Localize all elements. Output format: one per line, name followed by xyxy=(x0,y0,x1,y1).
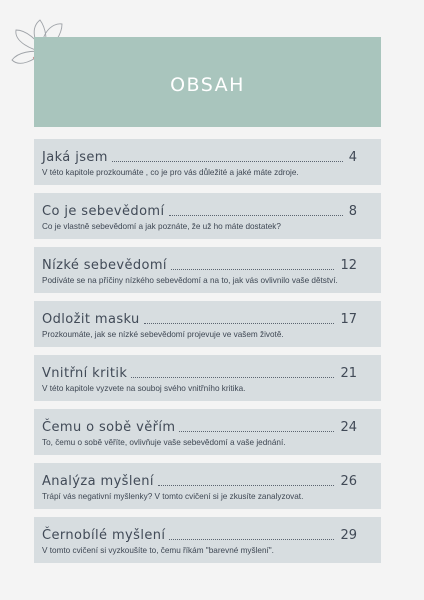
toc-entry[interactable] xyxy=(34,517,381,563)
toc-entry-page: 24 xyxy=(340,420,357,435)
toc-entry[interactable] xyxy=(34,355,381,401)
dot-leader xyxy=(158,483,335,486)
toc-entry[interactable] xyxy=(34,463,381,509)
toc-entry-title: Odložit masku xyxy=(42,312,140,327)
toc-entry-title: Vnitřní kritik xyxy=(42,366,128,381)
toc-entry-title: Čemu o sobě věřím xyxy=(42,420,176,435)
toc-entry-description: V tomto cvičení si vyzkoušíte to, čemu říkám "barevné myšlení". xyxy=(42,546,274,555)
page-title: OBSAH xyxy=(170,74,245,96)
toc-entry-description: V této kapitole prozkoumáte , co je pro vás důležité a jaké máte zdroje. xyxy=(42,168,299,177)
toc-entry[interactable] xyxy=(34,193,381,239)
toc-entry-title: Analýza myšlení xyxy=(42,474,154,489)
toc-entry-description: To, čemu o sobě věříte, ovlivňuje vaše sebevědomí a vaše jednání. xyxy=(42,438,286,447)
toc-entry-page: 26 xyxy=(340,474,357,489)
toc-entry[interactable] xyxy=(34,139,381,185)
toc-entry-description: Trápí vás negativní myšlenky? V tomto cvičení si je zkusíte zanalyzovat. xyxy=(42,492,304,501)
toc-entry-page: 4 xyxy=(348,150,357,165)
dot-leader xyxy=(179,429,334,432)
toc-entry[interactable] xyxy=(34,247,381,293)
toc-entry-title: Jaká jsem xyxy=(42,150,108,165)
toc-entry-title: Nízké sebevědomí xyxy=(42,258,167,273)
toc-entry-description: Podíváte se na příčiny nízkého sebevědomí a na to, jak vás ovlivnilo vaše dětství. xyxy=(42,276,338,285)
dot-leader xyxy=(112,159,343,162)
header-banner xyxy=(34,37,381,127)
toc-entry-page: 12 xyxy=(340,258,357,273)
dot-leader xyxy=(144,321,335,324)
toc-entry-page: 29 xyxy=(340,528,357,543)
dot-leader xyxy=(131,375,334,378)
dot-leader xyxy=(169,537,334,540)
toc-entry[interactable] xyxy=(34,409,381,455)
toc-entry-page: 8 xyxy=(348,204,357,219)
toc-entry-page: 17 xyxy=(340,312,357,327)
toc-entry-title: Co je sebevědomí xyxy=(42,204,165,219)
toc-entry-description: V této kapitole vyzvete na souboj svého vnitřního kritika. xyxy=(42,384,246,393)
dot-leader xyxy=(169,213,343,216)
dot-leader xyxy=(171,267,335,270)
toc-entry[interactable] xyxy=(34,301,381,347)
toc-entry-description: Co je vlastně sebevědomí a jak poznáte, že už ho máte dostatek? xyxy=(42,222,281,231)
toc-entry-title: Černobílé myšlení xyxy=(42,528,166,543)
toc-entry-page: 21 xyxy=(340,366,357,381)
toc-entry-description: Prozkoumáte, jak se nízké sebevědomí projevuje ve vašem životě. xyxy=(42,330,284,339)
